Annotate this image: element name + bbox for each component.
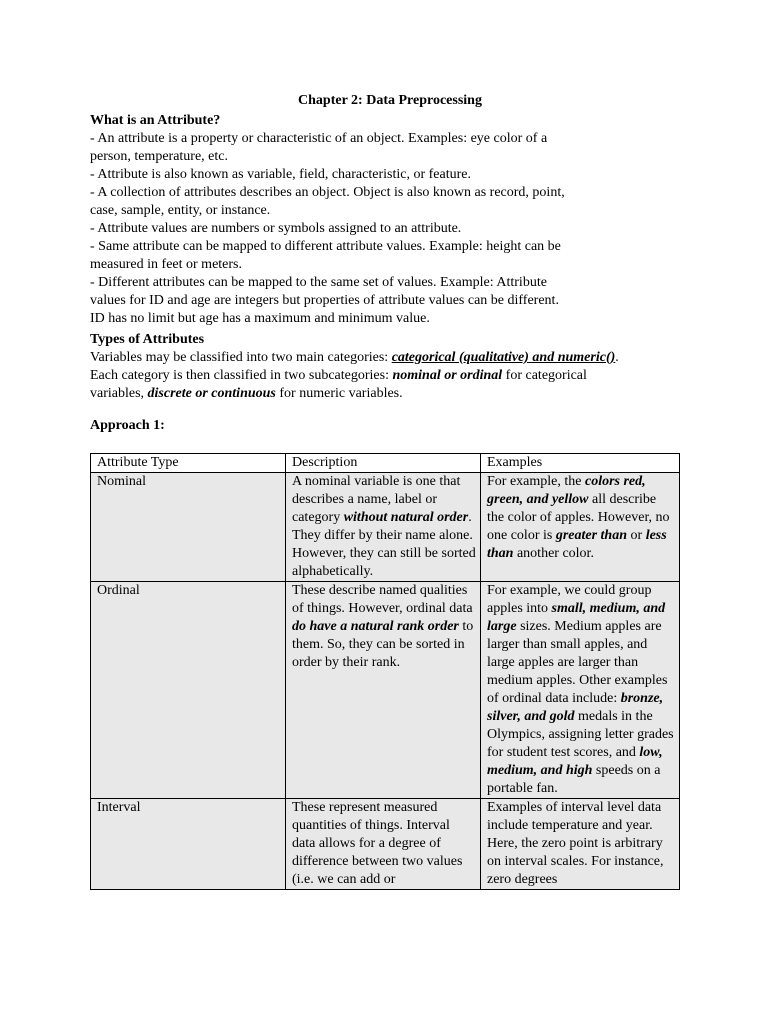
examples-cell: For example, the colors red, green, and yellow all describe the color of apples. However, no one color is greater than or less than another color.: [481, 473, 680, 582]
table-row: [91, 582, 680, 799]
description-cell: These describe named qualities of things. However, ordinal data do have a natural rank order to them. So, they can be sorted in order by their rank.: [286, 582, 481, 799]
document-page: [90, 92, 690, 403]
page-title: Chapter 2: Data Preprocessing: [298, 93, 482, 108]
attribute-types-table: [90, 453, 680, 890]
attribute-line: measured in feet or meters.: [90, 257, 242, 272]
discrete-continuous-emphasis: discrete or continuous: [147, 386, 276, 401]
attribute-line: case, sample, entity, or instance.: [90, 203, 271, 218]
types-paragraph-line-2: Each category is then classified in two subcategories: nominal or ordinal for categorical: [90, 368, 587, 383]
attribute-line: - Attribute values are numbers or symbols assigned to an attribute.: [90, 221, 462, 236]
examples-cell: Examples of interval level data include temperature and year. Here, the zero point is arbitrary on interval scales. For instance, zero degrees: [481, 799, 680, 890]
attribute-type-cell: Ordinal: [91, 582, 286, 799]
attribute-line: values for ID and age are integers but properties of attribute values can be different.: [90, 293, 559, 308]
attribute-line: - A collection of attributes describes an object. Object is also known as record, point,: [90, 185, 565, 200]
attribute-heading: What is an Attribute?: [90, 113, 221, 128]
attribute-line: - Same attribute can be mapped to different attribute values. Example: height can be: [90, 239, 561, 254]
types-heading: Types of Attributes: [90, 332, 205, 347]
table-row: [91, 473, 680, 582]
table-header-row: [91, 454, 680, 473]
attribute-type-cell: Nominal: [91, 473, 286, 582]
attribute-line: - An attribute is a property or characteristic of an object. Examples: eye color of a: [90, 131, 548, 146]
attribute-line: - Different attributes can be mapped to the same set of values. Example: Attribute: [90, 275, 547, 290]
types-paragraph-line-3: variables, discrete or continuous for numeric variables.: [90, 386, 403, 401]
approach-heading: Approach 1:: [90, 418, 165, 433]
attribute-line: ID has no limit but age has a maximum and minimum value.: [90, 311, 430, 326]
examples-cell: For example, we could group apples into small, medium, and large sizes. Medium apples are larger than small apples, and large apples are larger than medium apples. Other examples of ordinal data include: bronze, silver, and gold medals in the Olympics, assigning letter grades for student test scores, and low, medium, and high speeds on a portable fan.: [481, 582, 680, 799]
nominal-ordinal-emphasis: nominal or ordinal: [392, 368, 503, 383]
categorical-numeric-emphasis: categorical (qualitative) and numeric(): [391, 350, 616, 365]
description-cell: A nominal variable is one that describes a name, label or category without natural order. They differ by their name alone. However, they can still be sorted alphabetically.: [286, 473, 481, 582]
attribute-type-cell: Interval: [91, 799, 286, 890]
attribute-line: - Attribute is also known as variable, field, characteristic, or feature.: [90, 167, 471, 182]
types-paragraph-line-1: Variables may be classified into two main categories: categorical (qualitative) and numeric().: [90, 350, 619, 365]
table-row: [91, 799, 680, 890]
attribute-definition: [90, 130, 690, 328]
table-header-cell: Examples: [481, 454, 680, 473]
table-header-cell: Attribute Type: [91, 454, 286, 473]
attribute-line: person, temperature, etc.: [90, 149, 228, 164]
description-cell: These represent measured quantities of things. Interval data allows for a degree of difference between two values (i.e. we can add or: [286, 799, 481, 890]
table-header-cell: Description: [286, 454, 481, 473]
